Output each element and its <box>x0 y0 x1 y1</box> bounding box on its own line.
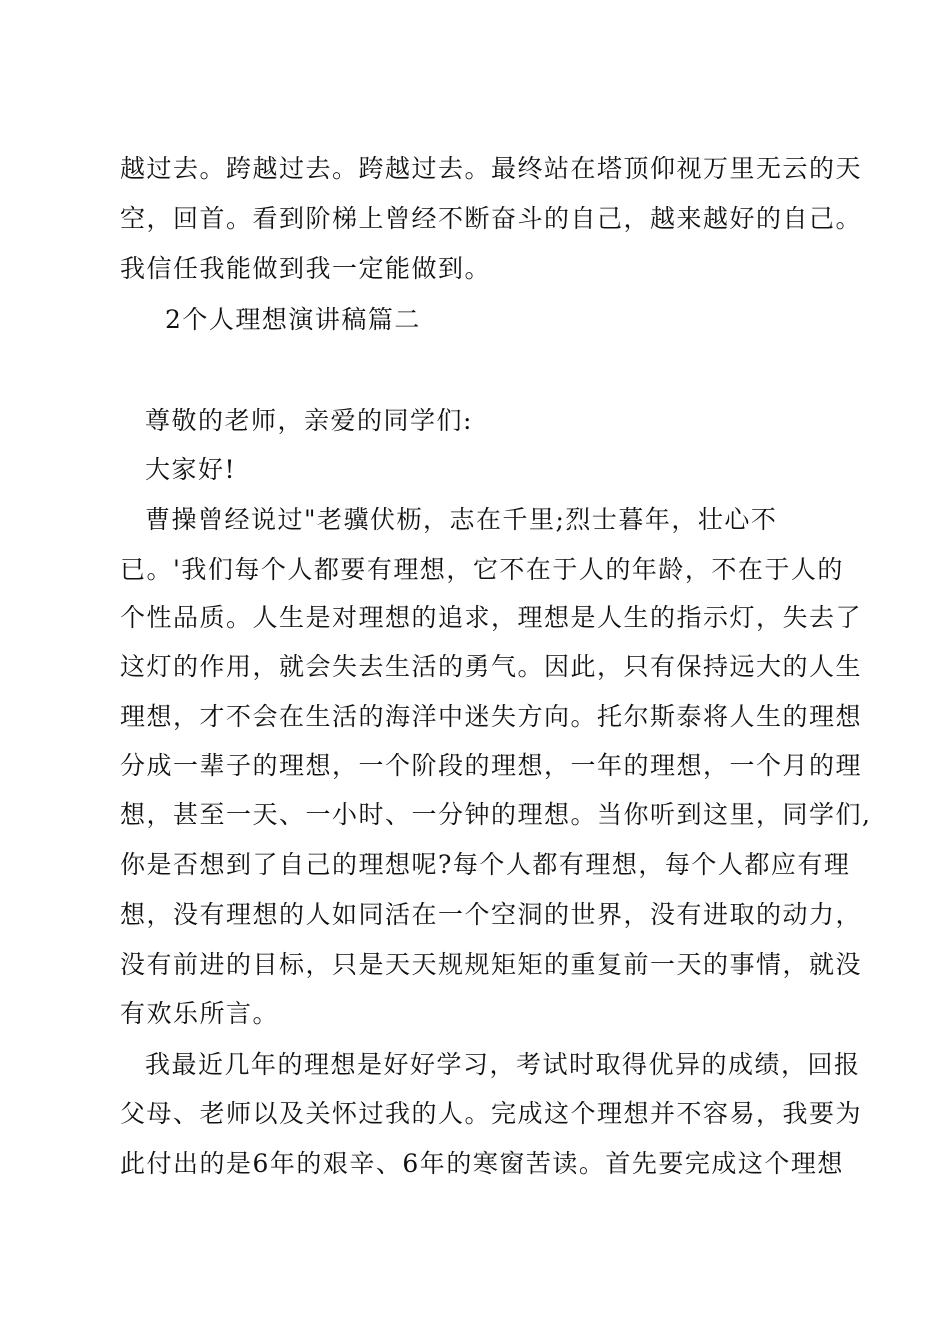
salutation: 尊敬的老师，亲爱的同学们: <box>145 406 473 435</box>
section-heading: 2个人理想演讲稿篇二 <box>165 305 421 334</box>
body-text-line: 没有前进的目标，只是天天规规矩矩的重复前一天的事情，就没 <box>120 950 863 979</box>
body-text-line: 理想，才不会在生活的海洋中迷失方向。托尔斯泰将人生的理想 <box>120 702 863 731</box>
paragraph-first-line: 我最近几年的理想是好好学习，考试时取得优异的成绩，回报 <box>145 1050 861 1079</box>
body-text-line: 我信任我能做到我一定能做到。 <box>120 254 492 283</box>
body-text-line: 想，甚至一天、一小时、一分钟的理想。当你听到这里，同学们, <box>120 800 872 829</box>
body-text-line: 个性品质。人生是对理想的追求，理想是人生的指示灯，失去了 <box>120 603 863 632</box>
body-text-line: 这灯的作用，就会失去生活的勇气。因此，只有保持远大的人生 <box>120 652 863 681</box>
body-text-line: 想，没有理想的人如同活在一个空洞的世界，没有进取的动力， <box>120 900 863 929</box>
body-text-line: 父母、老师以及关怀过我的人。完成这个理想并不容易，我要为 <box>120 1099 863 1128</box>
body-text-line: 越过去。跨越过去。跨越过去。最终站在塔顶仰视万里无云的天 <box>120 154 863 183</box>
body-text-line: 空，回首。看到阶梯上曾经不断奋斗的自己，越来越好的自己。 <box>120 204 863 233</box>
greeting: 大家好! <box>145 455 237 484</box>
paragraph-first-line: 曹操曾经说过"老骥伏枥，志在千里;烈士暮年，壮心不 <box>145 505 778 534</box>
body-text-line: 已。'我们每个人都要有理想，它不在于人的年龄，不在于人的 <box>120 555 844 584</box>
body-text-line: 你是否想到了自己的理想呢?每个人都有理想，每个人都应有理 <box>120 850 851 879</box>
body-text-line: 分成一辈子的理想，一个阶段的理想，一年的理想，一个月的理 <box>120 751 863 780</box>
body-text-line: 此付出的是6年的艰辛、6年的寒窗苦读。首先要完成这个理想 <box>120 1149 844 1178</box>
body-text-line: 有欢乐所言。 <box>120 999 280 1028</box>
